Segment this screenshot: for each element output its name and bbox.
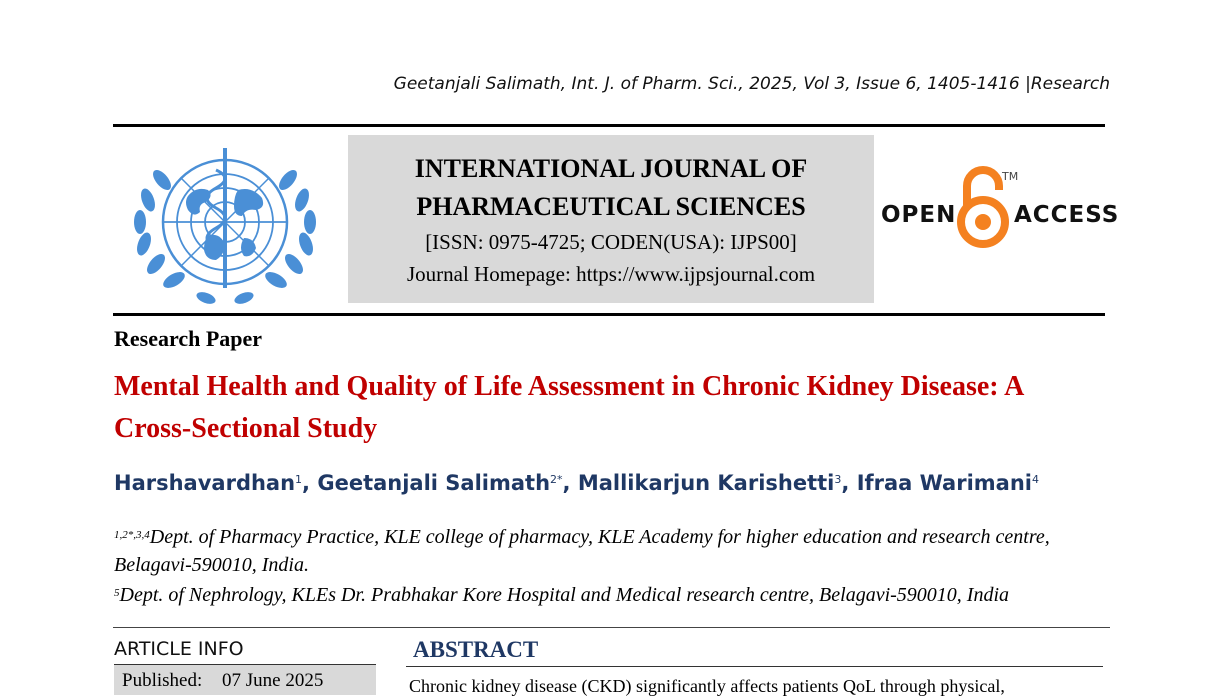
- running-header: Geetanjali Salimath, Int. J. of Pharm. Sci., 2025, Vol 3, Issue 6, 1405-1416 |Research: [393, 74, 1110, 94]
- journal-emblem-icon: [126, 140, 324, 306]
- abstract-heading: ABSTRACT: [413, 637, 539, 662]
- author-sep: ,: [562, 471, 578, 495]
- journal-homepage: Journal Homepage: https://www.ijpsjournal.com: [406, 262, 816, 286]
- journal-header-box: [348, 135, 874, 303]
- paper-title: Mental Health and Quality of Life Assessment in Chronic Kidney Disease: A Cross-Sectional Study: [114, 371, 1023, 444]
- author-name: Geetanjali Salimath: [317, 471, 551, 495]
- author-list: [114, 471, 1039, 495]
- header-bottom-rule: [113, 313, 1105, 316]
- journal-title-line2: PHARMACEUTICAL SCIENCES: [416, 192, 806, 221]
- section-divider: [113, 627, 1110, 628]
- affiliation: [114, 581, 1110, 609]
- author-sep: ,: [302, 471, 318, 495]
- affiliation-sup: 1,2*,3,4: [114, 529, 150, 541]
- published-date: 07 June 2025: [222, 670, 324, 691]
- affiliation-text: Dept. of Nephrology, KLEs Dr. Prabhakar Kore Hospital and Medical research centre, Belagavi-590010, India: [119, 584, 1010, 606]
- author-sup: 3: [834, 473, 842, 486]
- open-access-left: OPEN: [881, 202, 957, 228]
- journal-title-line1: INTERNATIONAL JOURNAL OF: [414, 154, 808, 183]
- affiliation-sup: 5: [114, 587, 120, 599]
- published-row: [114, 665, 376, 695]
- article-info-heading: ARTICLE INFO: [114, 638, 244, 660]
- author-name: Harshavardhan: [114, 471, 296, 495]
- author-sup: 4: [1032, 473, 1039, 486]
- affiliation: [114, 523, 1110, 579]
- published-label: Published:: [122, 670, 203, 691]
- author-sup: 1: [295, 473, 303, 486]
- journal-issn: [ISSN: 0975-4725; CODEN(USA): IJPS00]: [425, 230, 797, 254]
- author-name: Ifraa Warimani: [856, 471, 1032, 495]
- abstract-rule: [406, 666, 1103, 667]
- author-sep: ,: [841, 471, 857, 495]
- author-name: Mallikarjun Karishetti: [577, 471, 835, 495]
- trademark-label: TM: [1002, 170, 1019, 183]
- abstract-text: Chronic kidney disease (CKD) significantly affects patients QoL through physical,: [409, 676, 1005, 696]
- open-access-right: ACCESS: [1014, 202, 1120, 228]
- top-rule: [113, 124, 1105, 127]
- affiliation-text: Dept. of Pharmacy Practice, KLE college of pharmacy, KLE Academy for higher education and research centre, Belagavi-590010, India.: [114, 526, 1050, 576]
- author-sup: 2*: [550, 473, 563, 486]
- paper-type: Research Paper: [114, 326, 263, 351]
